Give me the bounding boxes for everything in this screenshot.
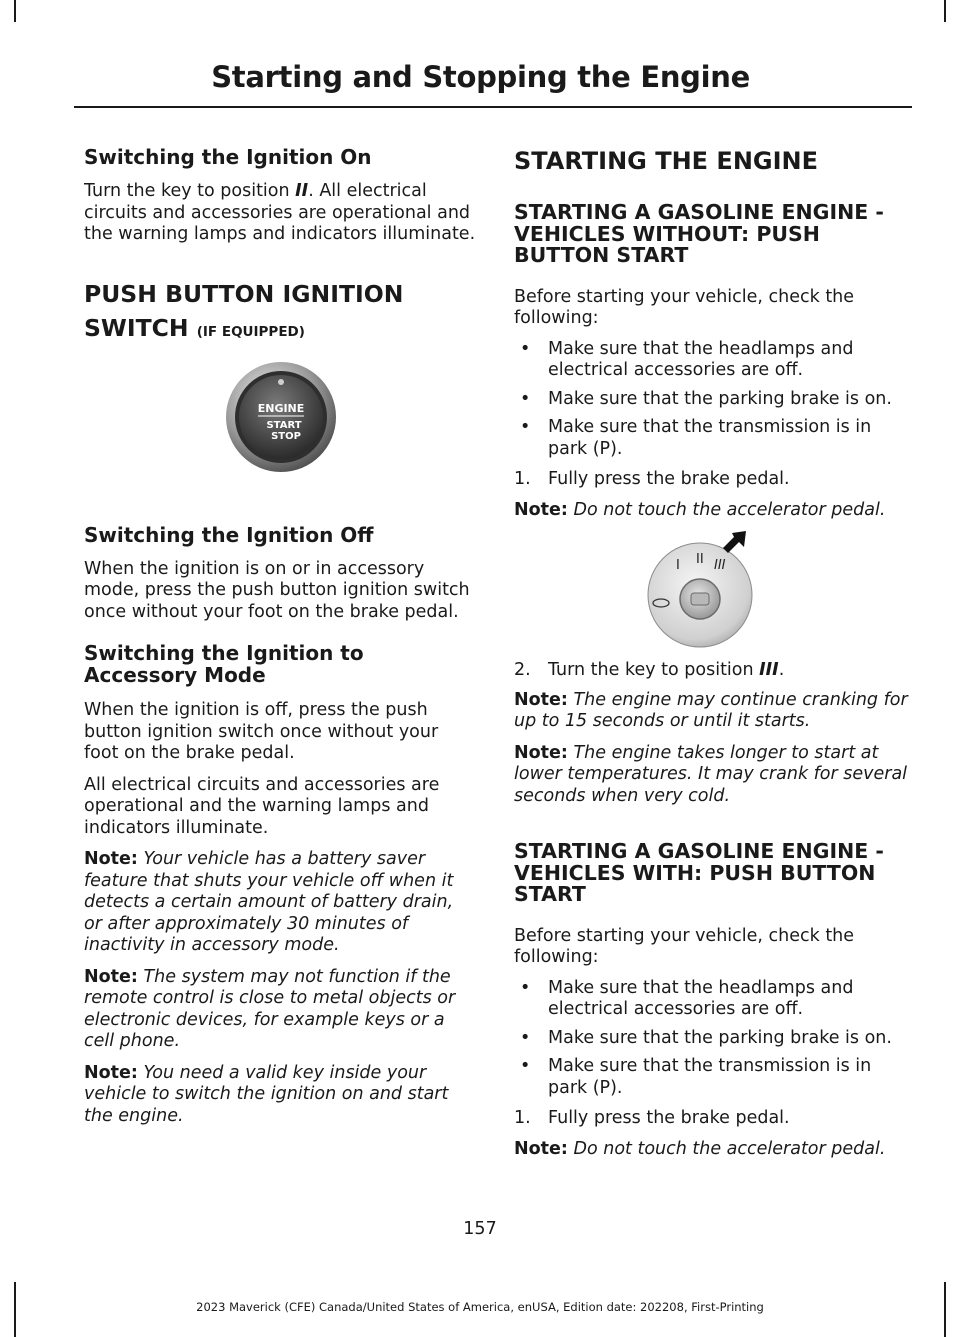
header-rule [74, 106, 912, 108]
position-i-label: I [676, 558, 680, 573]
starting-the-engine-heading: STARTING THE ENGINE [514, 147, 819, 175]
position-ii-label: II [696, 552, 704, 567]
accessory-mode-heading: Switching the Ignition to Accessory Mode [84, 641, 364, 687]
sec1-step-2: 2. Turn the key to position III. [514, 660, 785, 680]
note-battery-saver: Note: Your vehicle has a battery saver feature that shuts your vehicle off when it detects a certain amount of battery drain, or after approximately 30 minutes of inactivity in accessory mode. [84, 849, 454, 955]
sec2-intro: Before starting your vehicle, check the following: [514, 925, 855, 967]
switching-ignition-on-heading: Switching the Ignition On [84, 145, 372, 169]
sec2-note-accelerator: Note: Do not touch the accelerator pedal. [514, 1138, 886, 1159]
sec1-intro: Before starting your vehicle, check the following: [514, 286, 855, 328]
push-button-ignition-heading: PUSH BUTTON IGNITION SWITCH (IF EQUIPPED) [84, 279, 404, 342]
sec1-note-cold: Note: The engine takes longer to start at lower temperatures. It may crank for several seconds when very cold. [514, 742, 908, 806]
accessory-mode-text-1: When the ignition is off, press the push button ignition switch once without your foot on the brake pedal. [84, 700, 439, 763]
sec2-checklist [514, 978, 908, 1100]
gasoline-without-push-button-heading: STARTING A GASOLINE ENGINE - VEHICLES WITHOUT: PUSH BUTTON START [514, 200, 884, 267]
if-equipped-label: (IF EQUIPPED) [196, 323, 305, 340]
switching-ignition-on-text: Turn the key to position II. All electrical circuits and accessories are operational and the warning lamps and indicators illuminate. [84, 181, 476, 244]
crop-mark-top-left [14, 0, 16, 22]
accessory-mode-text-2: All electrical circuits and accessories are operational and the warning lamps and indicators illuminate. [84, 774, 440, 838]
push-button-icon [224, 360, 338, 474]
page-title: Starting and Stopping the Engine [211, 60, 750, 94]
key-position-ii: II [295, 181, 309, 201]
button-text-stop: STOP [271, 430, 301, 442]
page-number: 157 [463, 1219, 497, 1239]
sec1-step-1: 1. Fully press the brake pedal. [514, 469, 790, 489]
list-item: • Make sure that the headlamps and electrical accessories are off. [514, 339, 908, 382]
sec1-note-cranking: Note: The engine may continue cranking for up to 15 seconds or until it starts. [514, 689, 908, 731]
list-item: • Make sure that the transmission is in park (P). [514, 1056, 908, 1099]
switching-ignition-off-heading: Switching the Ignition Off [84, 522, 374, 547]
position-iii-label: III [714, 558, 726, 573]
switching-ignition-off-text: When the ignition is on or in accessory mode, press the push button ignition switch once without your foot on the brake pedal. [84, 558, 470, 622]
gasoline-with-push-button-heading: STARTING A GASOLINE ENGINE - VEHICLES WITH: PUSH BUTTON START [514, 839, 884, 906]
sec1-checklist [514, 339, 908, 461]
list-item: • Make sure that the transmission is in park (P). [514, 417, 908, 460]
left-column [84, 146, 476, 1127]
ignition-cylinder-illustration [514, 521, 908, 659]
list-item: • Make sure that the parking brake is on. [514, 1028, 908, 1050]
button-text-engine: ENGINE [257, 401, 305, 415]
list-item: • Make sure that the headlamps and electrical accessories are off. [514, 978, 908, 1021]
note-remote-control: Note: The system may not function if the remote control is close to metal objects or electronic devices, for example keys or a cell phone. [84, 966, 456, 1051]
arrow-icon [723, 531, 746, 553]
list-item: • Make sure that the parking brake is on. [514, 389, 908, 411]
sec1-note-accelerator: Note: Do not touch the accelerator pedal. [514, 499, 886, 520]
crop-mark-top-right [944, 0, 946, 22]
right-column [514, 146, 908, 1160]
ignition-key-icon [640, 529, 760, 649]
button-text-start: START [266, 419, 302, 431]
engine-start-stop-button-illustration [84, 346, 476, 496]
note-valid-key: Note: You need a valid key inside your vehicle to switch the ignition on and start the engine. [84, 1062, 449, 1126]
sec2-step-1: 1. Fully press the brake pedal. [514, 1108, 790, 1128]
edition-footer: 2023 Maverick (CFE) Canada/United States of America, enUSA, Edition date: 202208, First-Printing [196, 1300, 764, 1314]
key-position-iii: III [759, 660, 779, 680]
